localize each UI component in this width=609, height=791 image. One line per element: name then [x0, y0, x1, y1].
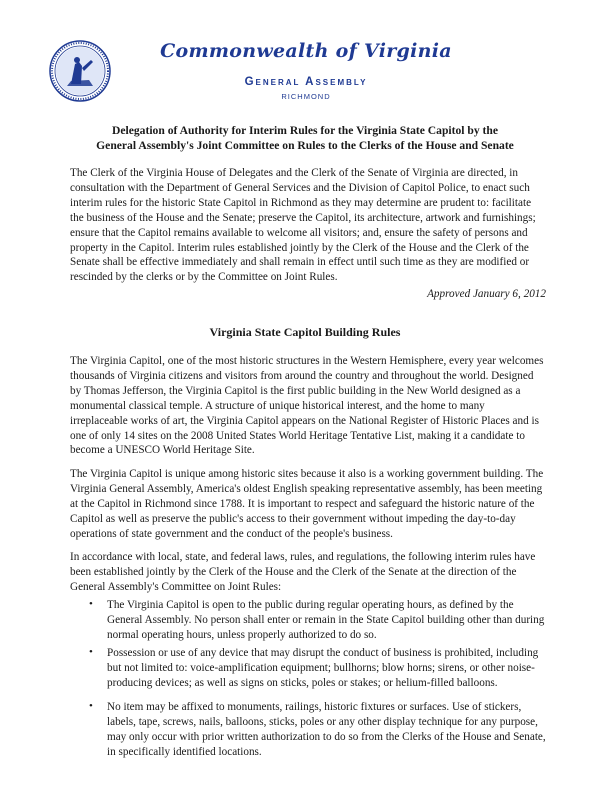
list-item	[89, 646, 549, 691]
list-item	[89, 700, 549, 760]
virginia-seal-icon	[49, 40, 111, 102]
bullet-text: No item may be affixed to monuments, railings, historic fixtures or surfaces. Use of stickers, labels, tape, screws, nails, balloons, sticks, poles or any other display technique for any purpose, may only occur with prior written authorization to do so from the Clerks of the House and Senate, in specifically identified locations.	[107, 701, 546, 758]
paragraph-working-building: The Virginia Capitol is unique among historic sites because it also is a working government building. The Virginia General Assembly, America's oldest English speaking representative assembly, has been meeting at the Capitol in Richmond since 1788. It is important to respect and safeguard the historic nature of the Capitol as well as preserve the public's access to their government without impeding the day-to-day operations of state government and the conduct of the people's business.	[70, 468, 544, 540]
letterhead-city: RICHMOND	[281, 92, 331, 101]
letterhead-subtitle: General Assembly	[244, 76, 368, 88]
document-title-line-2: General Assembly's Joint Committee on Rules to the Clerks of the House and Senate	[96, 139, 514, 152]
intro-paragraph: The Clerk of the Virginia House of Delegates and the Clerk of the Senate of Virginia are directed, in consultation with the Department of General Services and the Division of Capitol Police, to enact such interim rules for the historic State Capitol in Richmond as they may determine are prudent to: facilitate the business of the House and the Senate; preserve the Capitol, its architecture, artwork and furnishings; ensure that the Capitol remains available to welcome all visitors; and, ensure the safety of persons and property in the Capitol. Interim rules established jointly by the Clerk of the House and the Clerk of the Senate shall be effective immediately and shall remain in effect until such time as they are modified or rescinded by the clerks or by the Committee on Joint Rules.	[70, 167, 536, 284]
bullet-icon: •	[89, 700, 93, 712]
bullet-icon: •	[89, 646, 93, 658]
document-title-line-1: Delegation of Authority for Interim Rules for the Virginia State Capitol by the	[111, 124, 498, 137]
paragraph-interim-rules: In accordance with local, state, and federal laws, rules, and regulations, the following interim rules have been established jointly by the Clerk of the House and the Clerk of the Senate at the direction of the General Assembly's Committee on Joint Rules:	[70, 551, 536, 593]
bullet-text: The Virginia Capitol is open to the public during regular operating hours, as defined by the General Assembly. No person shall enter or remain in the State Capitol building other than during normal operating hours, unless properly authorized to do so.	[107, 599, 545, 641]
list-item	[89, 598, 549, 643]
approved-date: Approved January 6, 2012	[427, 288, 546, 300]
bullet-text: Possession or use of any device that may disrupt the conduct of business is prohibited, including but not limited to: voice-amplification equipment; bullhorns; blow horns; sirens, or other noise-producing devices; as well as signs on sticks, poles or stakes; or helium-filled balloons.	[107, 647, 539, 689]
section-title: Virginia State Capitol Building Rules	[209, 325, 401, 339]
document-title	[70, 123, 540, 153]
bullet-icon: •	[89, 598, 93, 610]
letterhead-title: Commonwealth of Virginia	[160, 40, 452, 62]
paragraph-history: The Virginia Capitol, one of the most historic structures in the Western Hemisphere, every year welcomes thousands of Virginia citizens and visitors from around the country and throughout the world. Designed by Thomas Jefferson, the Virginia Capitol is the first public building in the New World designed as a monumental classical temple. A structure of unique historical interest, and the home to many irreplaceable works of art, the Virginia Capitol appears on the National Register of Historic Places and is one of only 14 sites on the 2008 United States World Heritage Tentative List, making it a candidate to become a UNESCO World Heritage Site.	[70, 355, 544, 457]
letterhead	[150, 40, 462, 101]
